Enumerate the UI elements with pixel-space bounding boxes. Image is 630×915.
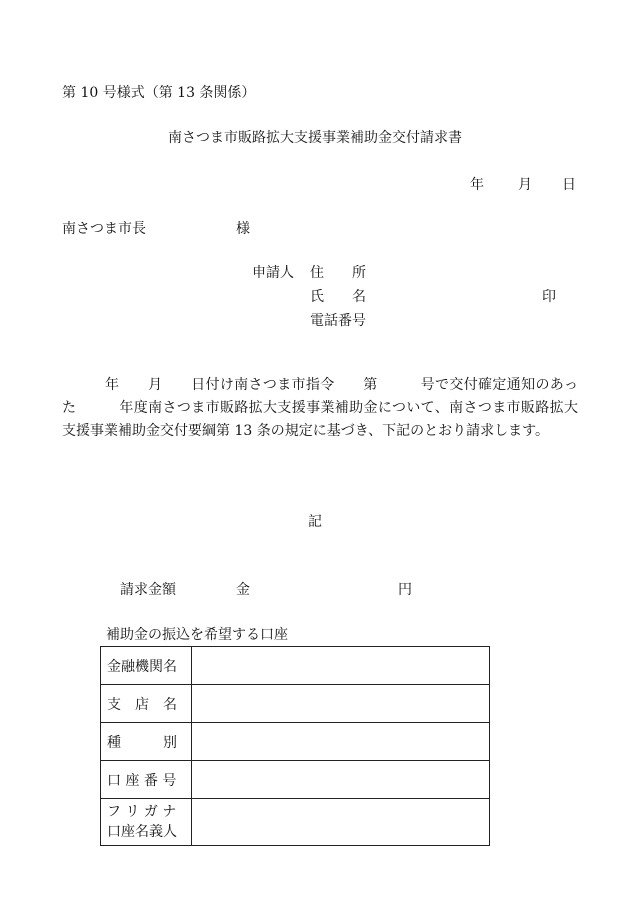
bank-account-table — [100, 646, 490, 846]
date-month: 月 — [518, 177, 532, 193]
name-label: 氏 名 — [310, 289, 366, 305]
bank-name-label: 金融機関名 — [101, 647, 192, 685]
claim-kin: 金 — [236, 582, 250, 598]
request-body: 年 月 日付け南さつま市指令 第 号で交付確定通知のあった 年度南さつま市販路拡大支援事業補助金について、南さつま市販路拡大支援事業補助金交付要綱第 13 条の規定に基づき、下記のとおり請求します。 — [62, 377, 578, 439]
addressee: 南さつま市長 — [62, 221, 146, 237]
account-type-label: 種 別 — [101, 723, 192, 761]
address-label: 住 所 — [310, 265, 366, 281]
claim-amount-label: 請求金額 — [120, 582, 176, 598]
branch-name-label: 支 店 名 — [101, 685, 192, 723]
furigana-label: フ リ ガ ナ — [107, 804, 177, 820]
table-row — [101, 761, 490, 799]
account-number-label: 口 座 番 号 — [101, 761, 192, 799]
account-caption: 補助金の振込を希望する口座 — [106, 627, 288, 643]
table-row — [101, 685, 490, 723]
date-line — [470, 176, 576, 194]
account-holder-name-label: 口座名義人 — [107, 824, 177, 840]
account-holder-field[interactable] — [192, 799, 490, 846]
phone-label: 電話番号 — [310, 313, 366, 329]
table-row — [101, 723, 490, 761]
seal-mark: 印 — [542, 289, 556, 305]
date-year: 年 — [470, 177, 484, 193]
claim-yen: 円 — [398, 582, 412, 598]
ki-heading: 記 — [308, 514, 322, 530]
document-title: 南さつま市販路拡大支援事業補助金交付請求書 — [168, 130, 462, 146]
account-holder-label — [101, 799, 192, 846]
branch-name-field[interactable] — [192, 685, 490, 723]
applicant-label: 申請人 — [252, 265, 294, 281]
account-type-field[interactable] — [192, 723, 490, 761]
bank-name-field[interactable] — [192, 647, 490, 685]
honorific: 様 — [236, 221, 250, 237]
table-row — [101, 799, 490, 846]
table-row — [101, 647, 490, 685]
date-day: 日 — [562, 177, 576, 193]
form-number: 第 10 号様式（第 13 条関係） — [62, 85, 256, 101]
account-number-field[interactable] — [192, 761, 490, 799]
